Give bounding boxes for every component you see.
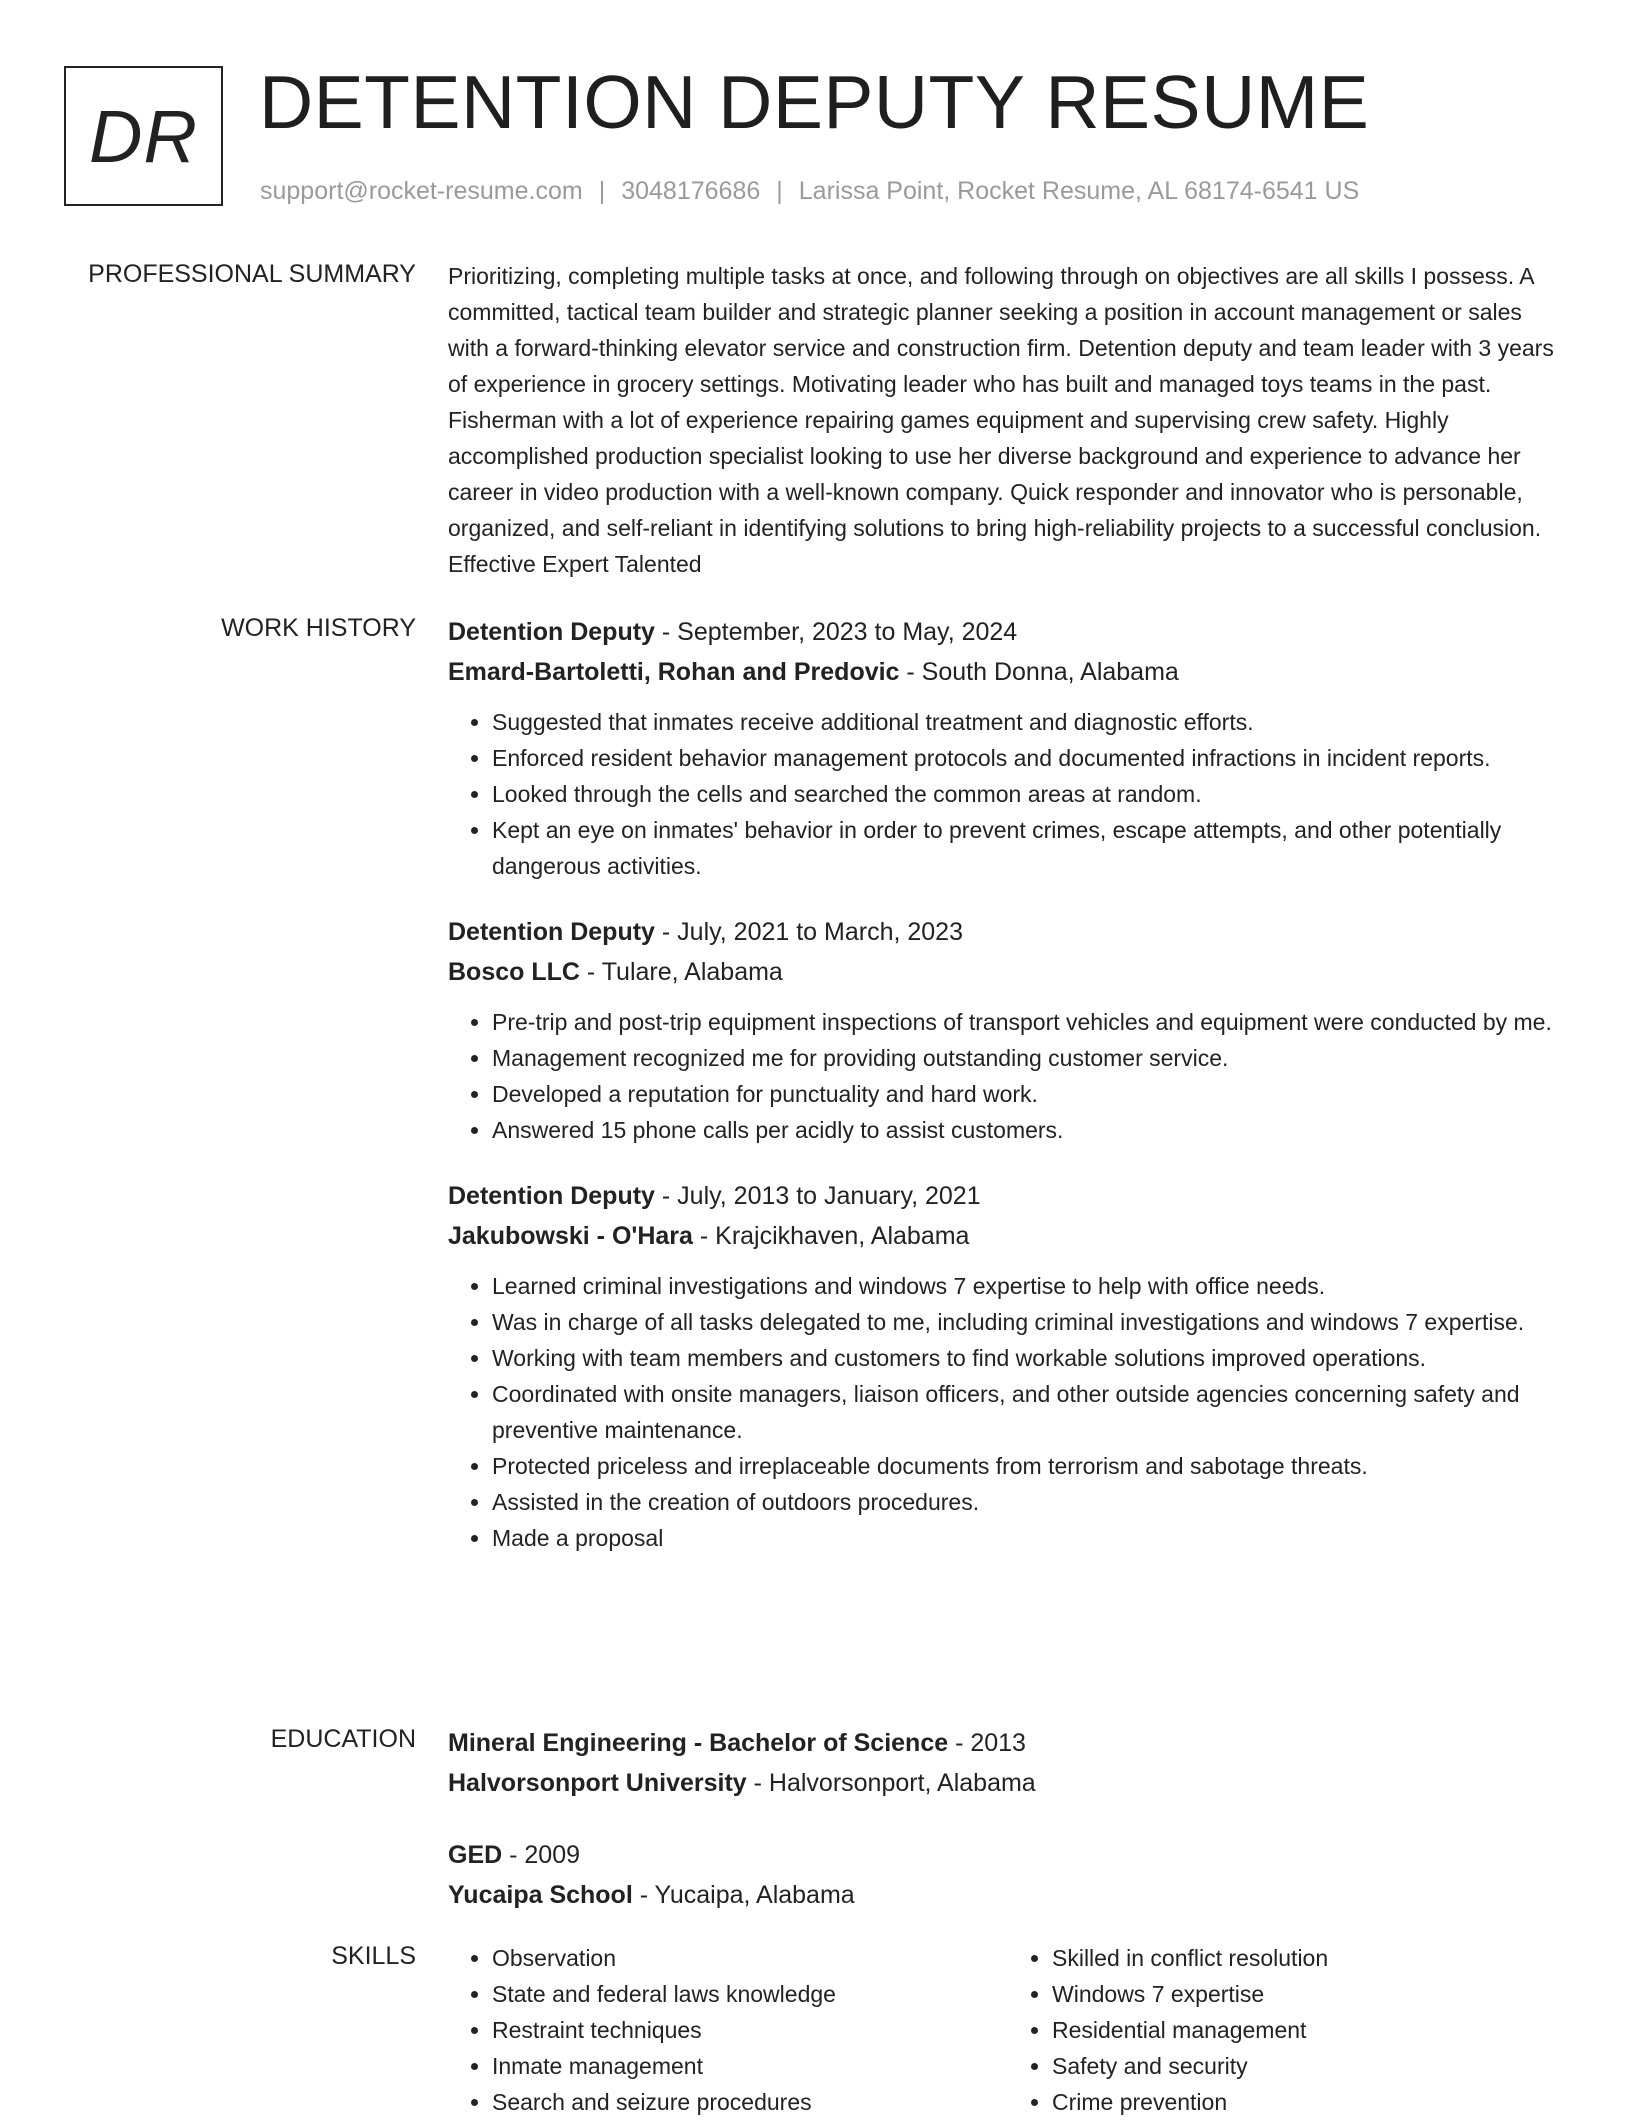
- job-location: - Krajcikhaven, Alabama: [692, 1222, 970, 1250]
- skill-item: • Observation: [492, 1940, 1008, 1976]
- contact-address: Larissa Point, Rocket Resume, AL 68174-6541 US: [798, 177, 1360, 205]
- education-location: - Halvorsonport, Alabama: [746, 1769, 1036, 1797]
- skills-list-right: [1008, 1940, 1568, 2120]
- job-location: - South Donna, Alabama: [899, 658, 1179, 686]
- section-label-work-history: WORK HISTORY: [221, 614, 416, 642]
- job-dates: - July, 2013 to January, 2021: [654, 1182, 981, 1210]
- job-bullet: • Learned criminal investigations and windows 7 expertise to help with office needs.: [492, 1268, 1568, 1304]
- job-title-line: [448, 912, 1568, 952]
- skill-item: • Skilled in conflict resolution: [1052, 1940, 1568, 1976]
- job-bullets: [448, 1268, 1568, 1556]
- skill-item: • Crime prevention: [1052, 2084, 1568, 2120]
- skill-item: • Windows 7 expertise: [1052, 1976, 1568, 2012]
- monogram-logo: DR: [64, 66, 223, 206]
- education-degree: GED: [448, 1841, 503, 1869]
- education-year: - 2009: [502, 1841, 581, 1869]
- job-title-line: [448, 1176, 1568, 1216]
- education-degree: Mineral Engineering - Bachelor of Science: [448, 1729, 949, 1757]
- job-entry: [448, 1176, 1568, 1556]
- contact-email[interactable]: support@rocket-resume.com: [260, 177, 583, 205]
- job-bullets: [448, 1004, 1568, 1148]
- job-bullet: • Enforced resident behavior management protocols and documented infractions in incident reports.: [492, 740, 1568, 776]
- job-bullet: • Assisted in the creation of outdoors procedures.: [492, 1484, 1568, 1520]
- skill-item: • Inmate management: [492, 2048, 1008, 2084]
- job-bullet: • Coordinated with onsite managers, liaison officers, and other outside agencies concerning safety and preventive maintenance.: [492, 1376, 1568, 1448]
- skills-columns: [448, 1940, 1568, 2120]
- section-label-education: EDUCATION: [270, 1725, 416, 1753]
- job-company: Jakubowski - O'Hara: [448, 1222, 693, 1250]
- contact-line: [260, 176, 1359, 206]
- education-location: - Yucaipa, Alabama: [632, 1881, 855, 1909]
- skill-item: • Restraint techniques: [492, 2012, 1008, 2048]
- education-degree-line: [448, 1723, 1568, 1763]
- education-school-line: [448, 1875, 1568, 1915]
- skill-item: • Residential management: [1052, 2012, 1568, 2048]
- education-degree-line: [448, 1835, 1568, 1875]
- education-entry: [448, 1835, 1568, 1915]
- job-bullet: • Protected priceless and irreplaceable documents from terrorism and sabotage threats.: [492, 1448, 1568, 1484]
- education-year: - 2013: [948, 1729, 1026, 1757]
- job-entry: [448, 912, 1568, 1148]
- job-bullet: • Pre-trip and post-trip equipment inspections of transport vehicles and equipment were conducted by me.: [492, 1004, 1568, 1040]
- job-bullet: • Was in charge of all tasks delegated to me, including criminal investigations and windows 7 expertise.: [492, 1304, 1568, 1340]
- job-company-line: [448, 952, 1568, 992]
- education-school: Yucaipa School: [448, 1881, 633, 1909]
- job-bullet: • Suggested that inmates receive additional treatment and diagnostic efforts.: [492, 704, 1568, 740]
- job-bullet: • Made a proposal: [492, 1520, 1568, 1556]
- job-company: Bosco LLC: [448, 958, 580, 986]
- education-school-line: [448, 1763, 1568, 1803]
- education-school: Halvorsonport University: [448, 1769, 747, 1797]
- job-title: Detention Deputy: [448, 1182, 655, 1210]
- job-company-line: [448, 1216, 1568, 1256]
- job-company-line: [448, 652, 1568, 692]
- job-bullet: • Looked through the cells and searched the common areas at random.: [492, 776, 1568, 812]
- section-label-skills: SKILLS: [331, 1942, 416, 1970]
- skill-item: • State and federal laws knowledge: [492, 1976, 1008, 2012]
- skills-list-left: [448, 1940, 1008, 2120]
- skill-item: • Safety and security: [1052, 2048, 1568, 2084]
- job-dates: - September, 2023 to May, 2024: [654, 618, 1018, 646]
- job-bullet: • Working with team members and customers to find workable solutions improved operations.: [492, 1340, 1568, 1376]
- education-entry: [448, 1723, 1568, 1803]
- job-title: Detention Deputy: [448, 918, 655, 946]
- contact-phone[interactable]: 3048176686: [621, 177, 761, 205]
- contact-separator: |: [776, 177, 783, 205]
- contact-separator: |: [598, 177, 606, 205]
- job-bullet: • Kept an eye on inmates' behavior in order to prevent crimes, escape attempts, and other potentially dangerous activities.: [492, 812, 1568, 884]
- job-bullet: • Answered 15 phone calls per acidly to assist customers.: [492, 1112, 1568, 1148]
- job-company: Emard-Bartoletti, Rohan and Predovic: [448, 658, 900, 686]
- job-bullet: • Developed a reputation for punctuality and hard work.: [492, 1076, 1568, 1112]
- job-title-line: [448, 612, 1568, 652]
- job-entry: [448, 612, 1568, 884]
- job-bullet: • Management recognized me for providing outstanding customer service.: [492, 1040, 1568, 1076]
- resume-title: DETENTION DEPUTY RESUME: [259, 60, 1370, 144]
- section-label-summary: PROFESSIONAL SUMMARY: [88, 260, 416, 288]
- job-bullets: [448, 704, 1568, 884]
- skill-item: • Search and seizure procedures: [492, 2084, 1008, 2120]
- job-title: Detention Deputy: [448, 618, 655, 646]
- summary-text: Prioritizing, completing multiple tasks at once, and following through on objectives are all skills I possess. A committed, tactical team builder and strategic planner seeking a position in account management or sales with a forward-thinking elevator service and construction firm. Detention deputy and team leader with 3 years of experience in grocery settings. Motivating leader who has built and managed toys teams in the past. Fisherman with a lot of experience repairing games equipment and supervising crew safety. Highly accomplished production specialist looking to use her diverse background and experience to advance her career in video production with a well-known company. Quick responder and innovator who is personable, organized, and self-reliant in identifying solutions to bring high-reliability projects to a successful conclusion. Effective Expert Talented: [448, 263, 1554, 577]
- job-dates: - July, 2021 to March, 2023: [654, 918, 963, 946]
- job-location: - Tulare, Alabama: [579, 958, 783, 986]
